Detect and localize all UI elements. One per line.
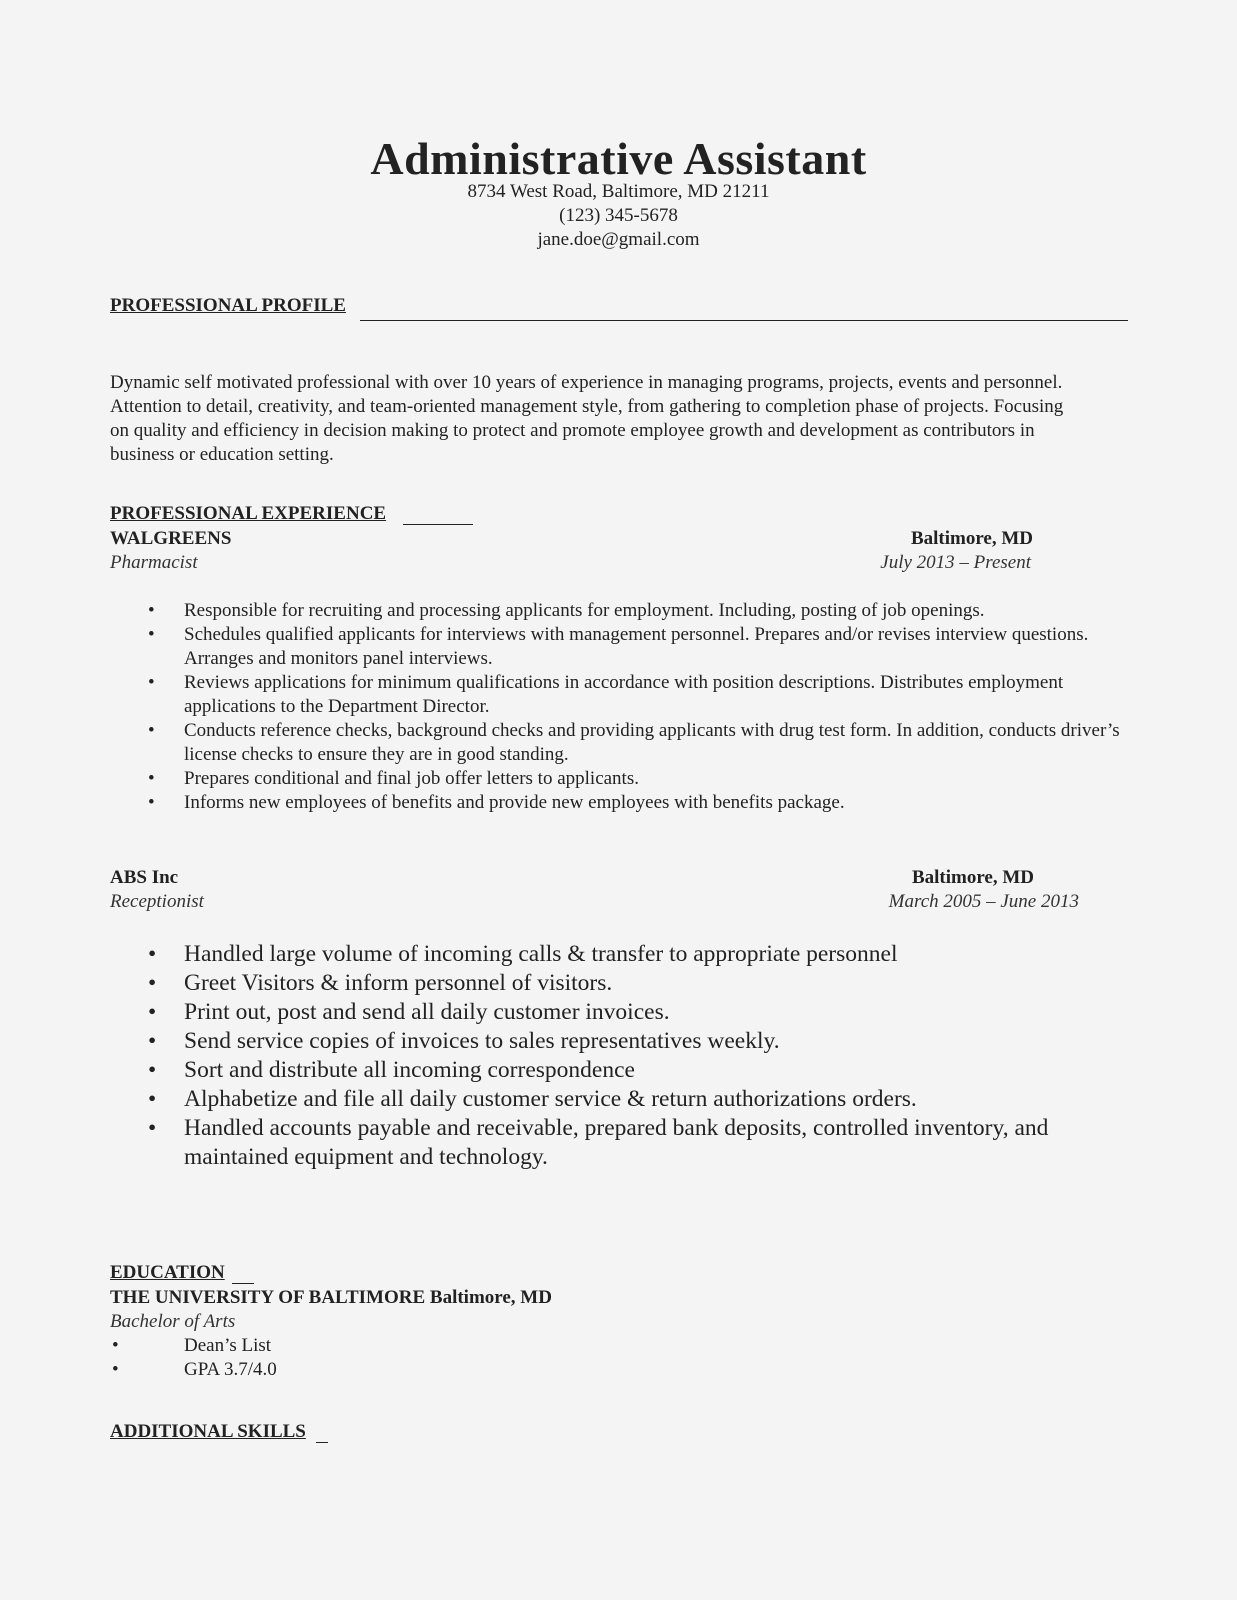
skills-heading: ADDITIONAL SKILLS bbox=[110, 1421, 306, 1442]
contact-email: jane.doe@gmail.com bbox=[537, 229, 700, 250]
job-location: Baltimore, MD bbox=[910, 528, 1033, 549]
job-company: ABS Inc bbox=[110, 867, 179, 888]
profile-line: Attention to detail, creativity, and team-oriented management style, from gathering to completion phase of projects. Focusing bbox=[110, 396, 1064, 417]
list-item: • Handled large volume of incoming calls & transfer to appropriate personnel bbox=[148, 941, 898, 967]
list-item: • Greet Visitors & inform personnel of visitors. bbox=[148, 970, 613, 996]
job-dates: July 2013 – Present bbox=[880, 552, 1031, 573]
bullet-icon: • bbox=[148, 941, 157, 967]
list-item: • Print out, post and send all daily customer invoices. bbox=[148, 999, 670, 1025]
list-item: • Responsible for recruiting and processing applicants for employment. Including, posting of job openings. bbox=[148, 600, 985, 621]
list-item: • Conducts reference checks, background checks and providing applicants with drug test form. In addition, conducts driver’s license checks to ensure they are in good standing. bbox=[148, 720, 1120, 765]
education-heading-rule bbox=[232, 1283, 254, 1284]
bullet-icon: • bbox=[148, 999, 157, 1025]
skills-heading-rule bbox=[316, 1442, 328, 1443]
bullet-icon: • bbox=[148, 792, 155, 813]
list-item: • Dean’s List bbox=[112, 1335, 272, 1356]
bullet-icon: • bbox=[148, 970, 157, 996]
experience-heading: PROFESSIONAL EXPERIENCE bbox=[110, 503, 387, 524]
profile-line: on quality and efficiency in decision making to protect and promote employee growth and development as contributors in bbox=[110, 420, 1035, 441]
profile-summary bbox=[110, 371, 1150, 467]
job-company: WALGREENS bbox=[110, 528, 232, 549]
list-item: • Informs new employees of benefits and provide new employees with benefits package. bbox=[148, 792, 845, 813]
job-role: Pharmacist bbox=[110, 552, 198, 573]
list-item: • Reviews applications for minimum qualifications in accordance with position descriptions. Distributes employment applications to the Department Director. bbox=[148, 672, 1064, 717]
contact-address: 8734 West Road, Baltimore, MD 21211 bbox=[467, 181, 770, 202]
experience-heading-rule bbox=[403, 524, 473, 525]
education-degree: Bachelor of Arts bbox=[110, 1311, 236, 1332]
bullet-icon: • bbox=[148, 720, 155, 741]
list-item: • Prepares conditional and final job offer letters to applicants. bbox=[148, 768, 639, 789]
bullet-icon: • bbox=[112, 1335, 119, 1356]
profile-line: business or education setting. bbox=[110, 444, 334, 465]
bullet-icon: • bbox=[112, 1359, 119, 1380]
bullet-icon: • bbox=[148, 768, 155, 789]
list-item: • Alphabetize and file all daily customer service & return authorizations orders. bbox=[148, 1086, 917, 1112]
profile-heading: PROFESSIONAL PROFILE bbox=[110, 295, 346, 316]
bullet-icon: • bbox=[148, 672, 155, 693]
profile-heading-rule bbox=[360, 320, 1128, 321]
list-item: • Send service copies of invoices to sales representatives weekly. bbox=[148, 1028, 780, 1054]
education-honors-list bbox=[110, 1334, 510, 1382]
bullet-icon: • bbox=[148, 1028, 157, 1054]
education-heading: EDUCATION bbox=[110, 1262, 225, 1283]
resume-title: Administrative Assistant bbox=[370, 133, 867, 184]
bullet-icon: • bbox=[148, 600, 155, 621]
list-item: • Handled accounts payable and receivable, prepared bank deposits, controlled inventory, and maintained equipment and technology. bbox=[148, 1115, 1049, 1170]
job-duties-list bbox=[110, 940, 1140, 1172]
bullet-icon: • bbox=[148, 624, 155, 645]
list-item: • Schedules qualified applicants for interviews with management personnel. Prepares and/or revises interview questions. Arranges and monitors panel interviews. bbox=[148, 624, 1089, 669]
education-school: THE UNIVERSITY OF BALTIMORE Baltimore, MD bbox=[110, 1287, 552, 1308]
profile-line: Dynamic self motivated professional with over 10 years of experience in managing programs, projects, events and personnel. bbox=[110, 372, 1063, 393]
list-item: • Sort and distribute all incoming correspondence bbox=[148, 1057, 635, 1083]
job-location: Baltimore, MD bbox=[911, 867, 1034, 888]
bullet-icon: • bbox=[148, 1086, 157, 1112]
bullet-icon: • bbox=[148, 1057, 157, 1083]
contact-phone: (123) 345-5678 bbox=[559, 205, 678, 226]
bullet-icon: • bbox=[148, 1115, 157, 1141]
list-item: • GPA 3.7/4.0 bbox=[112, 1359, 277, 1380]
job-duties-list bbox=[110, 599, 1140, 815]
job-role: Receptionist bbox=[110, 891, 204, 912]
job-dates: March 2005 – June 2013 bbox=[888, 891, 1079, 912]
